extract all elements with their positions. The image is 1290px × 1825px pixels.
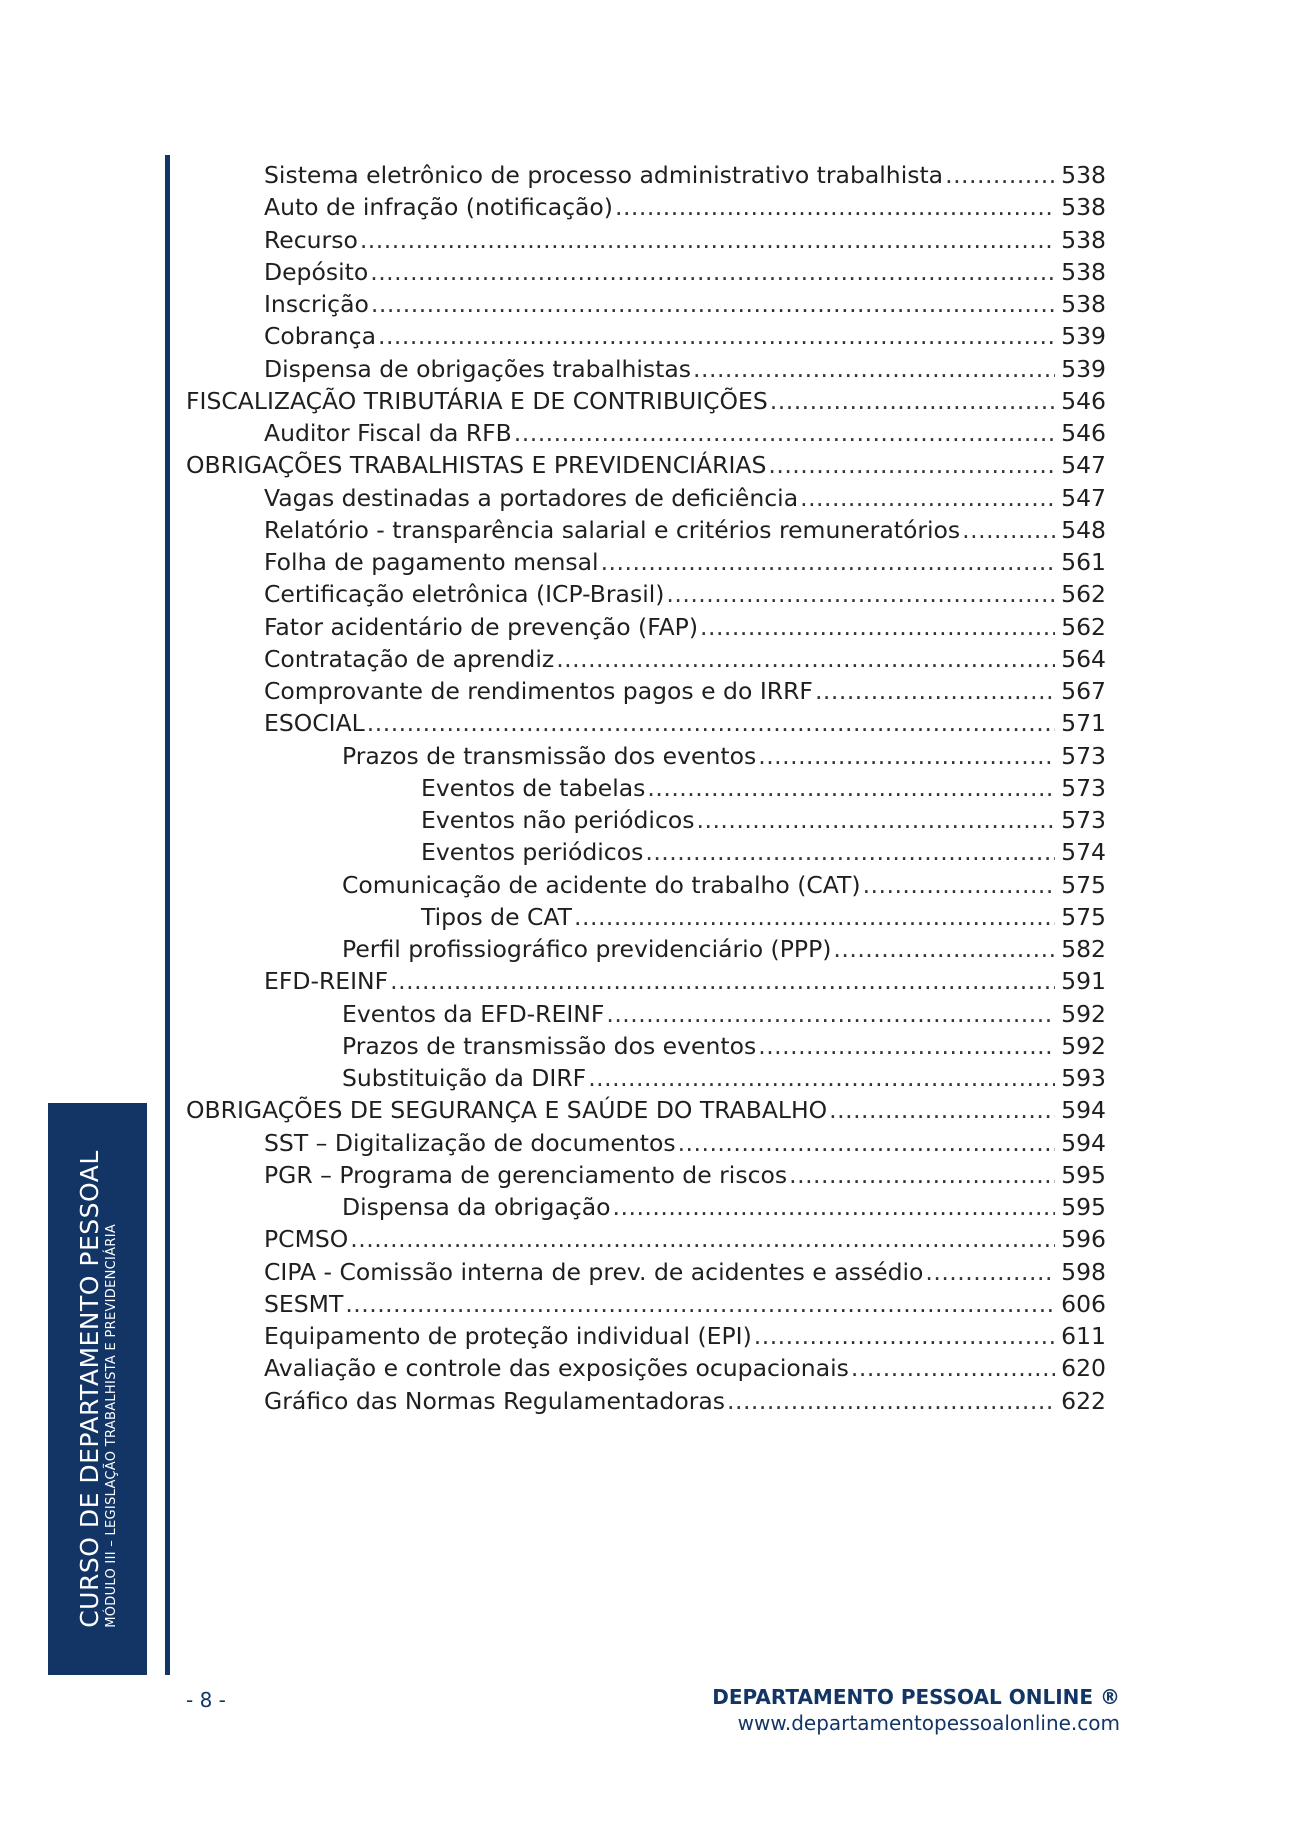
toc-entry-title: CIPA - Comissão interna de prev. de acidentes e assédio xyxy=(264,1257,924,1286)
toc-entry-title: Dispensa da obrigação xyxy=(342,1193,611,1221)
toc-entry-page: 539 xyxy=(1061,354,1106,383)
toc-entry-page: 546 xyxy=(1061,386,1106,415)
dot-leader xyxy=(360,224,1055,256)
toc-entry-page: 571 xyxy=(1061,709,1106,738)
toc-entry-title: PCMSO xyxy=(264,1225,349,1254)
dot-leader xyxy=(770,385,1055,417)
toc-entry-title: SST – Digitalização de documentos xyxy=(264,1128,676,1157)
toc-entry-title: Avaliação e controle das exposições ocupacionais xyxy=(264,1354,849,1383)
toc-entry-title: Vagas destinadas a portadores de deficiência xyxy=(264,483,799,512)
dot-leader xyxy=(615,191,1055,223)
dot-leader xyxy=(851,1352,1055,1384)
dot-leader xyxy=(925,1256,1055,1288)
dot-leader xyxy=(367,707,1055,739)
toc-entry-page: 596 xyxy=(1061,1225,1106,1254)
toc-entry-title: Perfil profissiográfico previdenciário (PPP) xyxy=(342,935,832,963)
toc-entry-page: 595 xyxy=(1061,1193,1106,1221)
toc-entry-page: 582 xyxy=(1061,935,1106,963)
toc-entry-page: 539 xyxy=(1061,322,1106,351)
toc-entry-page: 593 xyxy=(1061,1064,1106,1092)
toc-entry-title: Fator acidentário de prevenção (FAP) xyxy=(264,612,698,641)
brand-url: www.departamentopessoalonline.com xyxy=(737,1711,1120,1735)
dot-leader xyxy=(601,546,1056,578)
dot-leader xyxy=(829,1094,1055,1126)
toc-entry[interactable] xyxy=(186,869,1106,901)
toc-entry-page: 592 xyxy=(1061,1031,1106,1060)
toc-entry-title: Tipos de CAT xyxy=(421,902,573,931)
toc-entry-page: 547 xyxy=(1061,451,1106,480)
toc-entry-page: 573 xyxy=(1061,741,1106,770)
toc-entry[interactable] xyxy=(186,998,1106,1030)
toc-entry-page: 622 xyxy=(1061,1386,1106,1415)
dot-leader xyxy=(613,1191,1056,1223)
dot-leader xyxy=(863,869,1056,901)
toc-entry[interactable] xyxy=(186,191,1106,223)
toc-entry-title: Eventos da EFD-REINF xyxy=(342,999,605,1028)
vertical-divider xyxy=(165,155,170,1675)
toc-entry[interactable] xyxy=(186,256,1106,288)
dot-leader xyxy=(789,1159,1055,1191)
dot-leader xyxy=(815,675,1055,707)
toc-entry[interactable] xyxy=(186,224,1106,256)
toc-entry[interactable] xyxy=(186,1127,1106,1159)
toc-entry-title: ESOCIAL xyxy=(264,709,365,738)
dot-leader xyxy=(645,836,1055,868)
toc-entry[interactable] xyxy=(186,1352,1106,1384)
toc-entry[interactable] xyxy=(186,578,1106,610)
toc-entry[interactable] xyxy=(186,643,1106,675)
toc-entry-page: 538 xyxy=(1061,193,1106,222)
toc-entry-title: PGR – Programa de gerenciamento de riscos xyxy=(264,1160,788,1189)
side-panel-text xyxy=(76,1150,120,1628)
toc-entry-page: 548 xyxy=(1061,515,1106,544)
toc-entry[interactable] xyxy=(186,901,1106,933)
toc-entry-page: 547 xyxy=(1061,483,1106,512)
toc-entry[interactable] xyxy=(186,965,1106,997)
toc-entry-title: OBRIGAÇÕES DE SEGURANÇA E SAÚDE DO TRABALHO xyxy=(186,1096,828,1125)
toc-entry-title: FISCALIZAÇÃO TRIBUTÁRIA E DE CONTRIBUIÇÕES xyxy=(186,386,768,415)
toc-entry-page: 575 xyxy=(1061,870,1106,899)
toc-entry-page: 611 xyxy=(1061,1322,1106,1350)
toc-entry-page: 538 xyxy=(1061,161,1106,189)
toc-entry-page: 538 xyxy=(1061,257,1106,286)
toc-entry-title: Gráfico das Normas Regulamentadoras xyxy=(264,1386,726,1415)
toc-entry-page: 595 xyxy=(1061,1160,1106,1189)
toc-entry-title: Recurso xyxy=(264,225,358,254)
dot-leader xyxy=(345,1288,1055,1320)
toc-entry[interactable] xyxy=(186,514,1106,546)
toc-entry-title: Sistema eletrônico de processo administrativo trabalhista xyxy=(264,161,944,189)
toc-entry-page: 538 xyxy=(1061,225,1106,254)
toc-entry[interactable] xyxy=(186,611,1106,643)
toc-entry-title: Dispensa de obrigações trabalhistas xyxy=(264,354,692,383)
toc-entry[interactable] xyxy=(186,836,1106,868)
toc-entry[interactable] xyxy=(186,1062,1106,1094)
toc-entry-title: Eventos periódicos xyxy=(421,838,644,867)
footer-brand xyxy=(712,1684,1120,1736)
toc-entry[interactable] xyxy=(186,1030,1106,1062)
toc-entry-title: Certificação eletrônica (ICP-Brasil) xyxy=(264,580,665,609)
dot-leader xyxy=(693,353,1055,385)
toc-entry-page: 598 xyxy=(1061,1257,1106,1286)
side-panel xyxy=(48,1103,147,1675)
toc-entry[interactable] xyxy=(186,353,1106,385)
toc-entry-page: 620 xyxy=(1061,1354,1106,1383)
toc-entry-page: 575 xyxy=(1061,902,1106,931)
dot-leader xyxy=(800,482,1055,514)
toc-entry[interactable] xyxy=(186,288,1106,320)
dot-leader xyxy=(962,514,1055,546)
dot-leader xyxy=(700,611,1055,643)
toc-entry-title: EFD-REINF xyxy=(264,967,389,996)
toc-entry-page: 606 xyxy=(1061,1289,1106,1318)
toc-entry-title: Cobrança xyxy=(264,322,376,351)
toc-entry-page: 561 xyxy=(1061,548,1106,576)
toc-entry-page: 562 xyxy=(1061,612,1106,641)
toc-entry-title: Comunicação de acidente do trabalho (CAT) xyxy=(342,870,861,899)
dot-leader xyxy=(647,772,1055,804)
dot-leader xyxy=(666,578,1055,610)
toc-entry[interactable] xyxy=(186,1320,1106,1352)
dot-leader xyxy=(588,1062,1055,1094)
toc-entry-page: 592 xyxy=(1061,999,1106,1028)
toc-entry[interactable] xyxy=(186,417,1106,449)
dot-leader xyxy=(350,1223,1055,1255)
toc-entry-page: 591 xyxy=(1061,967,1106,996)
toc-entry-page: 594 xyxy=(1061,1128,1106,1157)
toc-entry[interactable] xyxy=(186,1385,1106,1417)
dot-leader xyxy=(514,417,1055,449)
dot-leader xyxy=(727,1385,1055,1417)
dot-leader xyxy=(371,288,1055,320)
toc-entry-page: 564 xyxy=(1061,644,1106,673)
dot-leader xyxy=(390,965,1055,997)
dot-leader xyxy=(370,256,1055,288)
toc-entry-page: 594 xyxy=(1061,1096,1106,1125)
page-number: - 8 - xyxy=(186,1688,226,1712)
toc-entry-page: 562 xyxy=(1061,580,1106,609)
toc-entry[interactable] xyxy=(186,1288,1106,1320)
dot-leader xyxy=(945,159,1055,191)
toc-entry-title: Auto de infração (notificação) xyxy=(264,193,613,222)
toc-entry-title: Substituição da DIRF xyxy=(342,1064,587,1092)
toc-entry-title: Eventos não periódicos xyxy=(421,806,695,834)
toc-entry-title: Auditor Fiscal da RFB xyxy=(264,419,512,447)
dot-leader xyxy=(768,449,1055,481)
dot-leader xyxy=(606,998,1055,1030)
toc-entry-page: 573 xyxy=(1061,773,1106,802)
toc-entry-title: Prazos de transmissão dos eventos xyxy=(342,1031,757,1060)
toc-entry-title: Eventos de tabelas xyxy=(421,773,646,802)
toc-entry[interactable] xyxy=(186,1223,1106,1255)
toc-entry[interactable] xyxy=(186,804,1106,836)
toc-entry[interactable] xyxy=(186,707,1106,739)
toc-entry-page: 574 xyxy=(1061,838,1106,867)
toc-entry-title: OBRIGAÇÕES TRABALHISTAS E PREVIDENCIÁRIAS xyxy=(186,451,767,480)
dot-leader xyxy=(754,1320,1055,1352)
toc-entry[interactable] xyxy=(186,1191,1106,1223)
dot-leader xyxy=(758,740,1055,772)
toc-entry-title: Folha de pagamento mensal xyxy=(264,548,599,576)
toc-entry[interactable] xyxy=(186,772,1106,804)
toc-entry-page: 538 xyxy=(1061,290,1106,318)
toc-entry-title: Relatório - transparência salarial e critérios remuneratórios xyxy=(264,515,961,544)
dot-leader xyxy=(833,933,1055,965)
toc-entry-page: 567 xyxy=(1061,677,1106,705)
toc-entry-page: 573 xyxy=(1061,806,1106,834)
toc-entry[interactable] xyxy=(186,449,1106,481)
toc-entry[interactable] xyxy=(186,933,1106,965)
course-title: CURSO DE DEPARTAMENTO PESSOAL xyxy=(74,1150,104,1628)
table-of-contents xyxy=(186,159,1106,1417)
toc-entry[interactable] xyxy=(186,546,1106,578)
toc-entry[interactable] xyxy=(186,320,1106,352)
dot-leader xyxy=(574,901,1055,933)
toc-entry[interactable] xyxy=(186,1094,1106,1126)
course-subtitle: MÓDULO III – LEGISLAÇÃO TRABALHISTA E PREVIDENCIÁRIA xyxy=(103,1223,119,1628)
toc-entry-title: Prazos de transmissão dos eventos xyxy=(342,741,757,770)
toc-entry-title: Equipamento de proteção individual (EPI) xyxy=(264,1322,752,1350)
brand-name: DEPARTAMENTO PESSOAL ONLINE ® xyxy=(712,1685,1120,1709)
dot-leader xyxy=(678,1127,1056,1159)
toc-entry-title: Comprovante de rendimentos pagos e do IRRF xyxy=(264,677,813,705)
dot-leader xyxy=(758,1030,1055,1062)
toc-entry[interactable] xyxy=(186,675,1106,707)
toc-entry[interactable] xyxy=(186,1256,1106,1288)
toc-entry[interactable] xyxy=(186,740,1106,772)
toc-entry-page: 546 xyxy=(1061,419,1106,447)
toc-entry-title: Depósito xyxy=(264,257,369,286)
toc-entry[interactable] xyxy=(186,482,1106,514)
toc-entry[interactable] xyxy=(186,385,1106,417)
toc-entry-title: Contratação de aprendiz xyxy=(264,644,555,673)
toc-entry[interactable] xyxy=(186,159,1106,191)
toc-entry-title: Inscrição xyxy=(264,290,369,318)
toc-entry-title: SESMT xyxy=(264,1289,344,1318)
dot-leader xyxy=(378,320,1055,352)
dot-leader xyxy=(697,804,1056,836)
toc-entry[interactable] xyxy=(186,1159,1106,1191)
dot-leader xyxy=(556,643,1055,675)
